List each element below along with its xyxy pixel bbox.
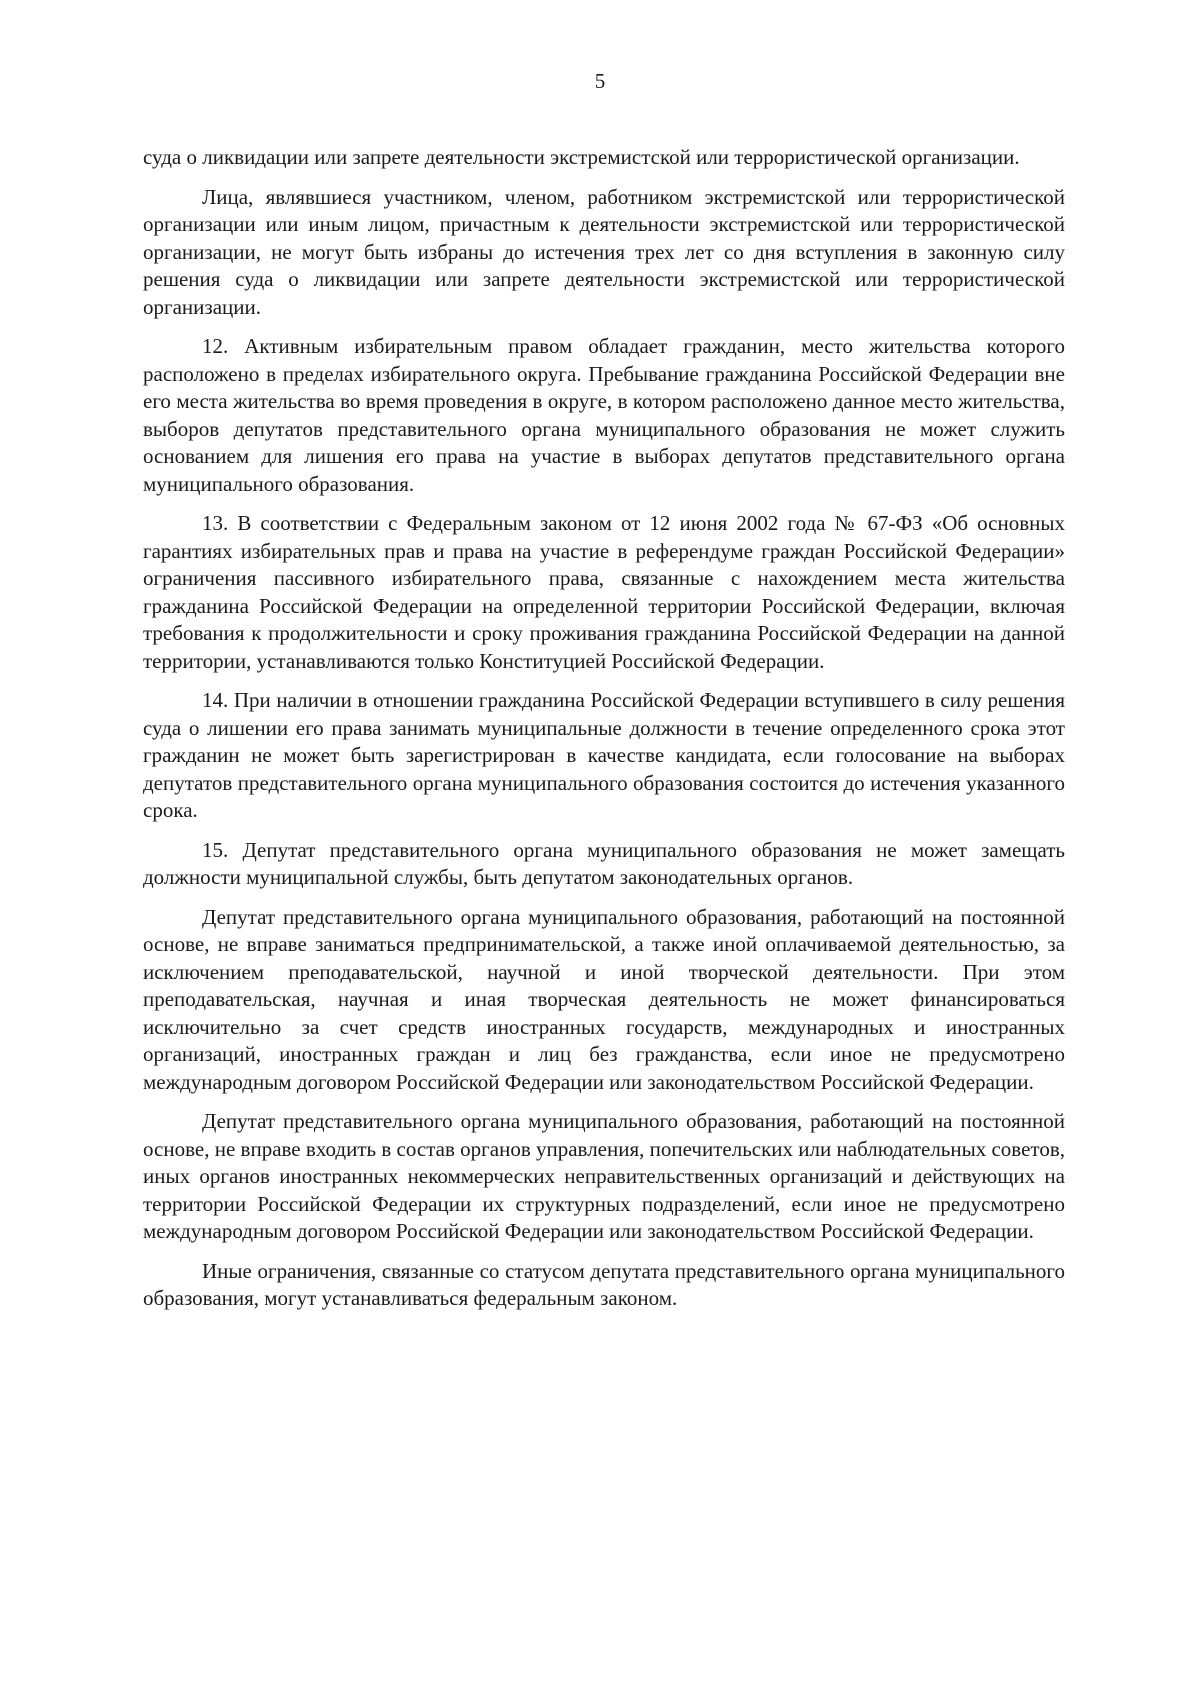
paragraph-foreign-organizations: Депутат представительного органа муниципального образования, работающий на постоянной основе, не вправе входить в состав органов управления, попечительских или наблюдательных советов, иных органов иностранных некоммерческих неправительственных организаций и действующих на территории Российской Федерации их структурных подразделений, если иное не предусмотрено международным договором Российской Федерации или законодательством Российской Федерации. bbox=[143, 1109, 1065, 1243]
document-body bbox=[143, 144, 1065, 1325]
paragraph-12-active-suffrage: 12. Активным избирательным правом обладает гражданин, место жительства которого расположено в пределах избирательного округа. Пребывание гражданина Российской Федерации вне его места жительства во время проведения в округе, в котором расположено данное место жительства, выборов депутатов представительного органа муниципального образования не может служить основанием для лишения его права на участие в выборах депутатов представительного органа муниципального образования. bbox=[143, 334, 1065, 496]
paragraph-13-passive-suffrage: 13. В соответствии с Федеральным законом от 12 июня 2002 года № 67-ФЗ «Об основных гарантиях избирательных прав и права на участие в референдуме граждан Российской Федерации» ограничения пассивного избирательного права, связанные с нахождением места жительства гражданина Российской Федерации на определенной территории Российской Федерации, включая требования к продолжительности и сроку проживания гражданина Российской Федерации на данной территории, устанавливаются только Конституцией Российской Федерации. bbox=[143, 511, 1065, 673]
paragraph-extremist-restriction: Лица, являвшиеся участником, членом, работником экстремистской или террористической организации или иным лицом, причастным к деятельности экстремистской или террористической организации, не могут быть избраны до истечения трех лет со дня вступления в законную силу решения суда о ликвидации или запрете деятельности экстремистской или террористической организации. bbox=[143, 184, 1065, 319]
paragraph-business-activity: Депутат представительного органа муниципального образования, работающий на постоянной основе, не вправе заниматься предпринимательской, а также иной оплачиваемой деятельностью, за исключением преподавательской, научной и иной творческой деятельности. При этом преподавательская, научная и иная творческая деятельность не может финансироваться исключительно за счет средств иностранных государств, международных и иностранных организаций, иностранных граждан и лиц без гражданства, если иное не предусмотрено международным договором Российской Федерации или законодательством Российской Федерации. bbox=[143, 904, 1065, 1094]
page-number: 5 bbox=[594, 69, 606, 93]
paragraph-14-court-decision: 14. При наличии в отношении гражданина Российской Федерации вступившего в силу решения суда о лишении его права занимать муниципальные должности в течение определенного срока этот гражданин не может быть зарегистрирован в качестве кандидата, если голосование на выборах депутатов представительного органа муниципального образования состоится до истечения указанного срока. bbox=[143, 688, 1065, 822]
paragraph-continuation: суда о ликвидации или запрете деятельности экстремистской или террористической организации. bbox=[143, 145, 1020, 169]
paragraph-other-restrictions: Иные ограничения, связанные со статусом депутата представительного органа муниципального образования, могут устанавливаться федеральным законом. bbox=[143, 1258, 1065, 1310]
paragraph-15-deputy-restrictions: 15. Депутат представительного органа муниципального образования не может замещать должности муниципальной службы, быть депутатом законодательных органов. bbox=[143, 837, 1065, 889]
